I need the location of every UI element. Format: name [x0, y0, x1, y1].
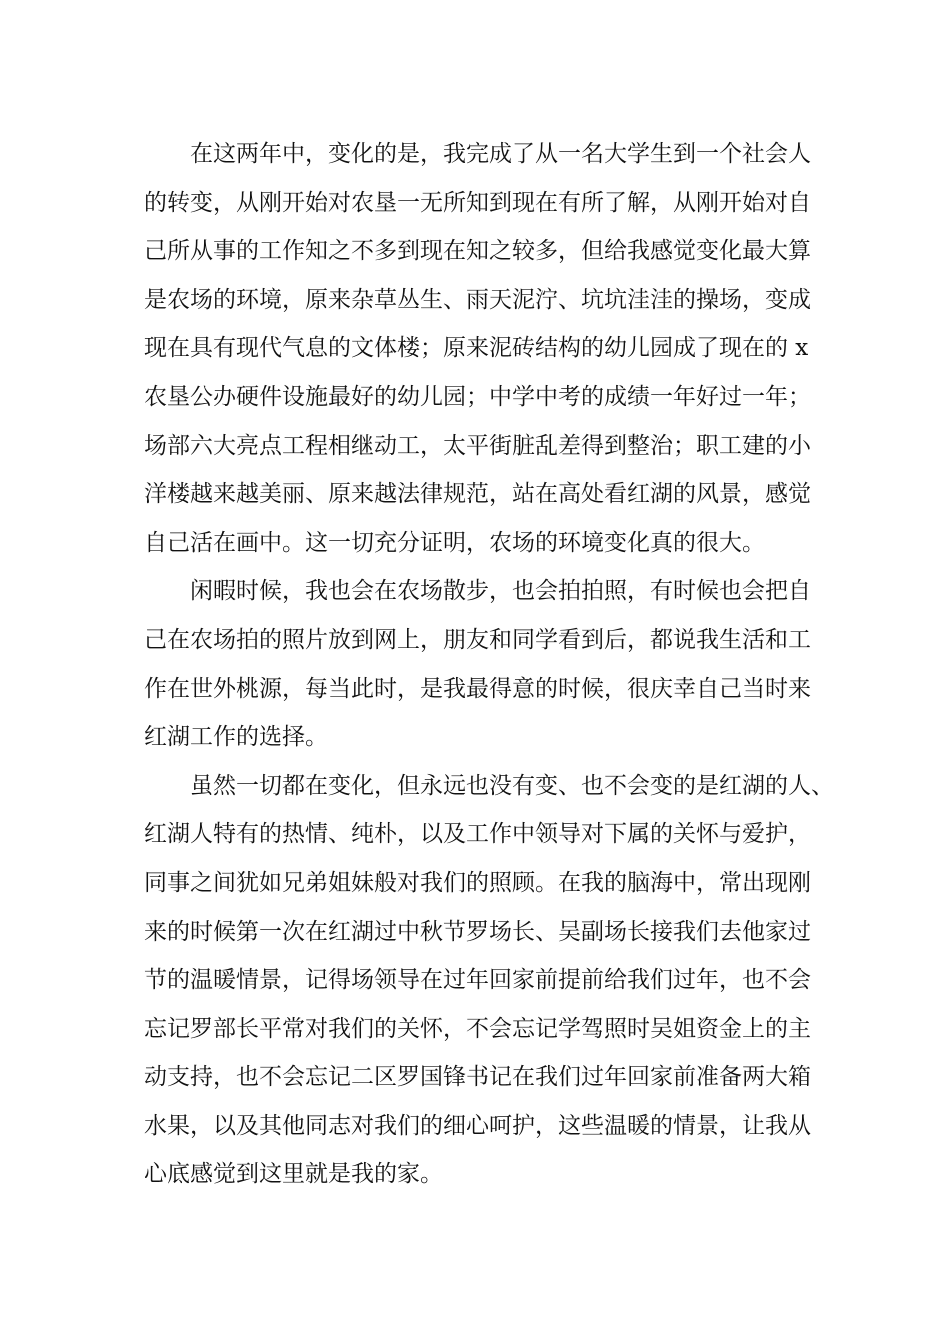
- paragraph-3-line-4: 来的时候第一次在红湖过中秋节罗场长、吴副场长接我们去他家过: [144, 918, 811, 945]
- paragraph-3-line-3: 同事之间犹如兄弟姐妹般对我们的照顾。在我的脑海中，常出现刚: [144, 869, 811, 896]
- paragraph-3-line-1: 虽然一切都在变化，但永远也没有变、也不会变的是红湖的人、: [190, 772, 834, 799]
- paragraph-1-line-4: 是农场的环境，原来杂草丛生、雨天泥泞、坑坑洼洼的操场，变成: [144, 286, 811, 313]
- paragraph-3-line-7: 动支持，也不会忘记二区罗国锋书记在我们过年回家前准备两大箱: [144, 1064, 811, 1091]
- paragraph-2-line-4: 红湖工作的选择。: [144, 724, 328, 751]
- paragraph-2-line-3: 作在世外桃源，每当此时，是我最得意的时候，很庆幸自己当时来: [144, 675, 811, 702]
- paragraph-3-line-9: 心底感觉到这里就是我的家。: [144, 1161, 443, 1188]
- paragraph-3-line-2: 红湖人特有的热情、纯朴，以及工作中领导对下属的关怀与爱护，: [144, 821, 811, 848]
- paragraph-1-line-1: 在这两年中，变化的是，我完成了从一名大学生到一个社会人: [190, 141, 811, 167]
- paragraph-3-line-6: 忘记罗部长平常对我们的关怀，不会忘记学驾照时吴姐资金上的主: [144, 1015, 811, 1042]
- paragraph-1-line-2: 的转变，从刚开始对农垦一无所知到现在有所了解，从刚开始对自: [144, 189, 811, 216]
- paragraph-1-line-5: 现在具有现代气息的文体楼；原来泥砖结构的幼儿园成了现在的 x: [144, 335, 809, 362]
- body-text: [144, 130, 844, 1199]
- paragraph-1-line-9: 自己活在画中。这一切充分证明，农场的环境变化真的很大。: [144, 529, 765, 556]
- paragraph-1-line-6: 农垦公办硬件设施最好的幼儿园；中学中考的成绩一年好过一年；: [144, 383, 811, 410]
- paragraph-1-line-7: 场部六大亮点工程相继动工，太平街脏乱差得到整治；职工建的小: [144, 432, 811, 459]
- paragraph-1-line-3: 己所从事的工作知之不多到现在知之较多，但给我感觉变化最大算: [144, 238, 811, 265]
- paragraph-3-line-5: 节的温暖情景，记得场领导在过年回家前提前给我们过年，也不会: [144, 967, 811, 994]
- paragraph-2-line-2: 己在农场拍的照片放到网上，朋友和同学看到后，都说我生活和工: [144, 626, 811, 653]
- paragraph-1-line-8: 洋楼越来越美丽、原来越法律规范，站在高处看红湖的风景，感觉: [144, 481, 811, 508]
- paragraph-2-line-1: 闲暇时候，我也会在农场散步，也会拍拍照，有时候也会把自: [190, 578, 811, 605]
- paragraph-3-line-8: 水果，以及其他同志对我们的细心呵护，这些温暖的情景，让我从: [144, 1112, 811, 1139]
